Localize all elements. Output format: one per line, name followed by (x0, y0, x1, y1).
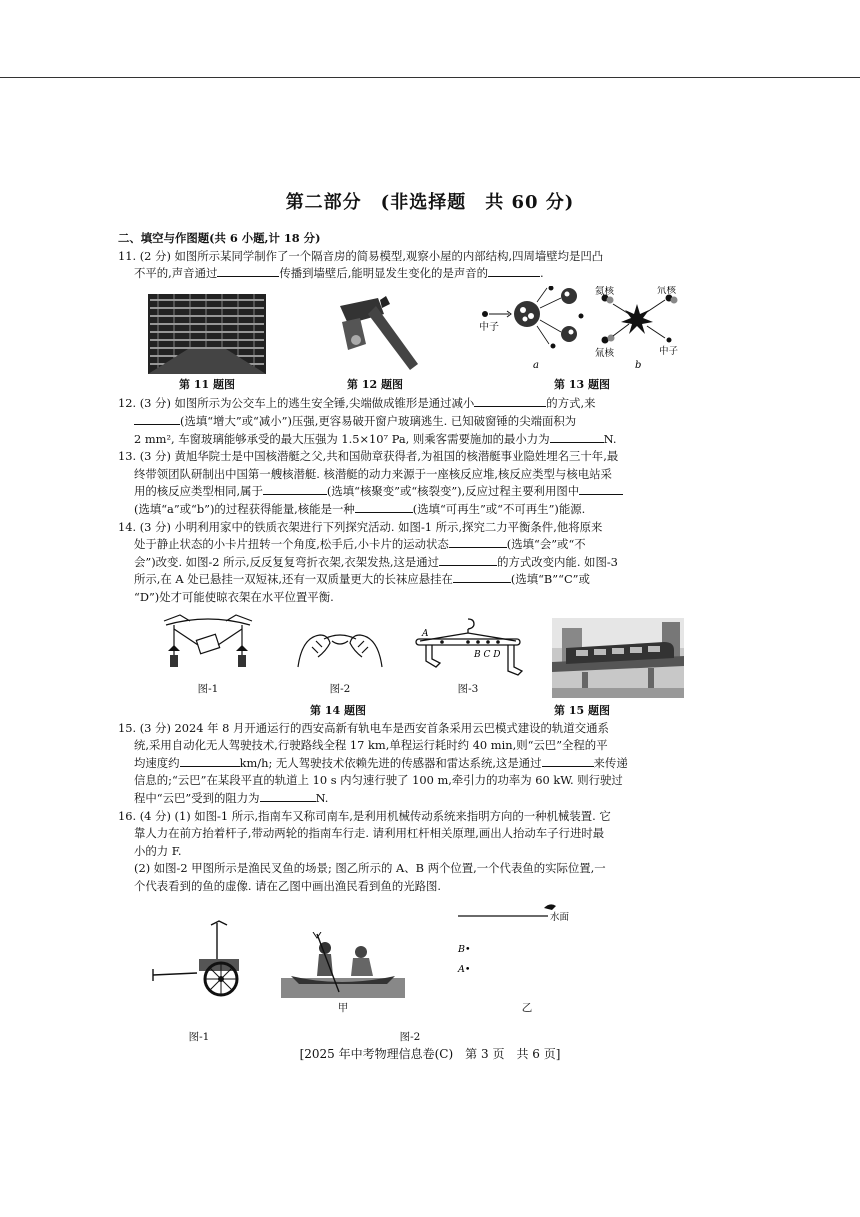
q12-blank-3[interactable] (550, 431, 604, 443)
figure-11 (142, 294, 272, 394)
neutron-label-b: 中子 (659, 345, 679, 357)
q13-line4 (118, 501, 746, 519)
q11-text-c: . (540, 266, 544, 281)
q13-blank-1[interactable] (263, 483, 327, 495)
figure-14-1 (158, 611, 258, 699)
q15-blank-2[interactable] (542, 755, 594, 767)
q13-blank-2[interactable] (579, 483, 623, 495)
q15-text-e: N. (315, 791, 329, 806)
q12-blank-1[interactable] (474, 395, 546, 407)
q14-line3 (118, 554, 746, 572)
figure-13 (472, 286, 692, 394)
q13-text-b: (选填“核聚变”或“核裂变”),反应过程主要利用图中 (326, 484, 580, 499)
fig16-1-label: 图-1 (188, 1031, 210, 1044)
fisherman-scene (281, 932, 405, 998)
q13-line2: 终带领团队研制出中国第一艘核潜艇. 核潜艇的动力来源于一座核反应堆,核反应类型与核电站采 (134, 466, 612, 481)
q11-blank-2[interactable] (488, 265, 540, 277)
q12-text-c: (选填“增大”或“减小”)压强,更容易破开窗户玻璃逃生. 已知破窗锤的尖端面积为 (180, 413, 577, 428)
q15-text-b: km/h; 无人驾驶技术依赖先进的传感器和雷达系统,这是通过 (239, 755, 542, 770)
q14-line2 (118, 536, 746, 554)
fig14-3-label: 图-3 (457, 682, 479, 695)
q15-text-a: 均速度约 (134, 755, 180, 770)
q16-line2: 靠人力在前方抬着杆子,带动两轮的指南车行走. 请利用杠杆相关原理,画出人抬动车子行进时最 (134, 826, 605, 841)
nucleus-label-1: 氦核 (595, 285, 615, 297)
point-a-label: A (422, 628, 429, 639)
caption-row-14-15 (158, 700, 746, 720)
q12-text-e: N. (603, 431, 617, 446)
q15-blank-1[interactable] (180, 755, 240, 767)
figure-16-1 (144, 915, 254, 1047)
top-rule (0, 77, 860, 78)
figure-row-16 (144, 902, 746, 1047)
south-pointing-chariot (147, 915, 251, 1015)
bending-hanger-diagram (292, 617, 388, 679)
q16-line5: 个代表看到的鱼的虚像. 请在乙图中画出渔民看到鱼的光路图. (134, 879, 442, 894)
q11-blank-1[interactable] (217, 265, 279, 277)
q12-text-a: 12. (3 分) 如图所示为公交车上的逃生安全锤,尖端做成锥形是通过减小 (118, 396, 475, 411)
caption-11: 第 11 题图 (179, 377, 235, 391)
q12-blank-2[interactable] (134, 413, 180, 425)
q14-line4 (118, 571, 746, 589)
q13-text-a: 用的核反应类型相同,属于 (134, 484, 263, 499)
point-bcd-label: B C D (474, 649, 501, 660)
light-path-diagram (452, 902, 602, 998)
q12-text-d: 2 mm², 车窗玻璃能够承受的最大压强为 1.5×10⁷ Pa, 则乘客需要施加的最小力为 (134, 431, 550, 446)
q15-text-c: 来传递 (593, 755, 628, 770)
nucleus-label-3: 氚核 (595, 347, 615, 359)
q11-text-a: 不平的,声音通过 (134, 266, 218, 281)
figure-14-2 (288, 617, 392, 699)
figure-12 (300, 292, 450, 394)
question-12 (118, 395, 746, 448)
question-13 (118, 448, 746, 518)
safety-hammer-image (320, 292, 430, 374)
q15-line4: 信息的;“云巴”在某段平直的轨道上 10 s 内匀速行驶了 100 m,牵引力的功率为 60 kW. 则行驶过 (134, 773, 623, 788)
q11-line1: 11. (2 分) 如图所示某同学制作了一个隔音房的简易模型,观察小屋的内部结构,四周墙壁均是凹凸 (118, 248, 604, 263)
point-b[interactable]: B• (458, 943, 471, 955)
q12-line1 (118, 395, 746, 413)
q12-line3 (118, 431, 746, 449)
q15-line2: 统,采用自动化无人驾驶技术,行驶路线全程 17 km,单程运行耗时约 40 min,则“云巴”全程的平 (134, 738, 608, 753)
figure-16-2-panels (278, 902, 602, 1018)
q14-line5: “D”)处才可能使晾衣架在水平位置平衡. (134, 589, 334, 604)
caption-14: 第 14 题图 (310, 704, 366, 718)
figure-row-11-13 (142, 286, 746, 394)
caption-13: 第 13 题图 (554, 377, 610, 391)
q16-line3: 小的力 F. (134, 843, 182, 858)
q14-blank-1[interactable] (449, 536, 507, 548)
q16-line1: 16. (4 分) (1) 如图-1 所示,指南车又称司南车,是利用机械传动系统来指明方向的一种机械装置. 它 (118, 808, 611, 823)
q14-blank-2[interactable] (439, 554, 497, 566)
q16-line4: (2) 如图-2 甲图所示是渔民叉鱼的场景; 图乙所示的 A、B 两个位置,一个代表鱼的实际位置,一 (134, 861, 606, 876)
section-heading: 二、填空与作图题(共 6 小题,计 18 分) (118, 231, 321, 245)
fig16-2-label: 图-2 (399, 1031, 421, 1044)
neutron-dot (482, 311, 488, 317)
q13-blank-3[interactable] (355, 501, 413, 513)
cloud-rail-photo (552, 618, 684, 698)
question-11 (118, 248, 746, 283)
q13-text-d: (选填“可再生”或“不可再生”)能源. (412, 501, 586, 516)
water-surface-label: 水面 (550, 911, 570, 923)
q13-line1: 13. (3 分) 黄旭华院士是中国核潜艇之父,共和国勋章获得者,为祖国的核潜艇事业隐姓埋名三十年,最 (118, 449, 619, 464)
q14-blank-3[interactable] (453, 571, 511, 583)
hanger-socks-diagram (412, 615, 524, 679)
question-16 (118, 808, 746, 896)
q14-line1: 14. (3 分) 小明利用家中的铁质衣架进行下列探究活动. 如图-1 所示,探究二力平衡条件,他将原来 (118, 519, 603, 534)
figure-14-3 (410, 615, 526, 699)
label-a: a (533, 359, 539, 371)
card-balance-diagram (160, 611, 256, 679)
label-b: b (635, 359, 642, 371)
q11-line2 (118, 265, 746, 283)
figure-16-2 (280, 902, 600, 1047)
q15-line1: 15. (3 分) 2024 年 8 月开通运行的西安高新有轨电车是西安首条采用云巴模式建设的轨道交通系 (118, 720, 609, 735)
figure-row-14-15 (158, 611, 746, 699)
q14-text-e: 所示,在 A 处已悬挂一双短袜,还有一双质量更大的长袜应悬挂在 (134, 572, 453, 587)
q11-text-b: 传播到墙壁后,能明显发生变化的是声音的 (279, 266, 489, 281)
q14-text-b: (选填“会”或“不 (506, 537, 586, 552)
q12-line2 (118, 413, 746, 431)
panel-jia (278, 932, 408, 1018)
caption-12: 第 12 题图 (347, 377, 403, 391)
soundproof-room-image (148, 294, 266, 374)
q15-line3 (118, 755, 746, 773)
question-15 (118, 720, 746, 808)
caption-15: 第 15 题图 (554, 704, 610, 718)
q15-blank-3[interactable] (260, 790, 316, 802)
fig14-2-label: 图-2 (329, 682, 351, 695)
question-14 (118, 519, 746, 607)
q15-line5 (118, 790, 746, 808)
panel-jia-label: 甲 (337, 1001, 349, 1014)
part-title: 第二部分 (非选择题 共 60 分) (285, 192, 575, 213)
nucleus-label-2: 氘核 (657, 285, 677, 296)
nuclear-reaction-diagram (477, 286, 687, 374)
neutron-label-a: 中子 (479, 321, 499, 333)
q14-text-c: 会”)改变. 如图-2 所示,反反复复弯折衣架,衣架发热,这是通过 (134, 554, 440, 569)
panel-yi-label: 乙 (521, 1001, 533, 1014)
q14-text-a: 处于静止状态的小卡片扭转一个角度,松手后,小卡片的运动状态 (134, 537, 449, 552)
questions-block (118, 230, 746, 1049)
point-a[interactable]: A• (458, 963, 471, 975)
eye-icon (544, 904, 556, 910)
q14-text-d: 的方式改变内能. 如图-3 (497, 554, 618, 569)
fig14-1-label: 图-1 (197, 682, 219, 695)
q12-text-b: 的方式,来 (546, 396, 596, 411)
panel-yi (452, 902, 602, 1018)
q15-text-d: 程中“云巴”受到的阻力为 (134, 791, 260, 806)
figure-15 (548, 618, 688, 698)
page-footer: [2025 年中考物理信息卷(C) 第 3 页 共 6 页] (299, 1047, 561, 1061)
q14-text-f: (选填“B”“C”或 (510, 572, 590, 587)
q13-text-c: (选填“a”或“b”)的过程获得能量,核能是一种 (134, 501, 355, 516)
q13-line3 (118, 483, 746, 501)
